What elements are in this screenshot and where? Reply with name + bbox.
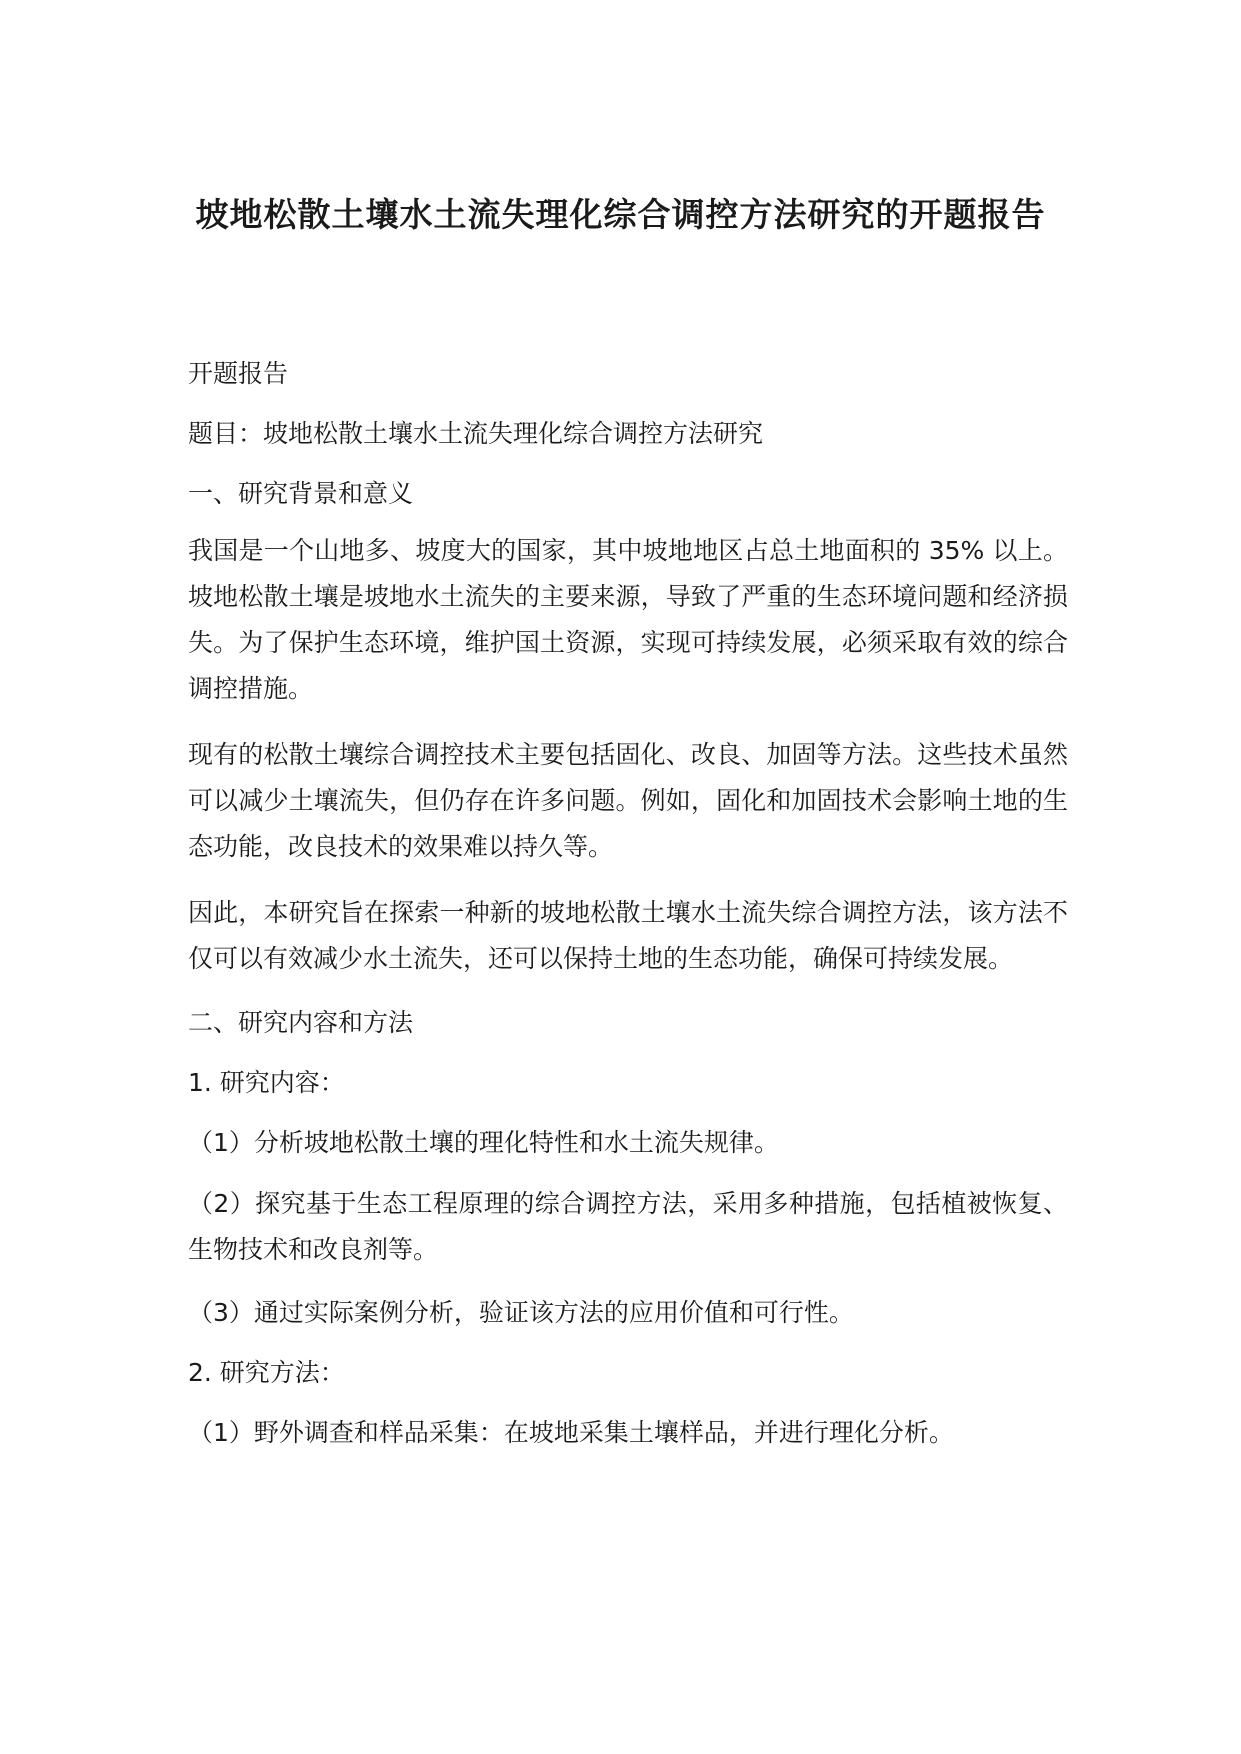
- document-body: [188, 359, 1068, 1450]
- content-item-3: （3）通过实际案例分析，验证该方法的应用价值和可行性。: [188, 1298, 854, 1327]
- content-item-1: （1）分析坡地松散土壤的理化特性和水土流失规律。: [188, 1128, 779, 1157]
- content-item-2: （2）探究基于生态工程原理的综合调控方法，采用多种措施，包括植被恢复、生物技术和改良剂等。: [188, 1189, 1068, 1264]
- method-item-1: （1）野外调查和样品采集：在坡地采集土壤样品，并进行理化分析。: [188, 1418, 954, 1447]
- paragraph-background-2: 现有的松散土壤综合调控技术主要包括固化、改良、加固等方法。这些技术虽然可以减少土壤流失，但仍存在许多问题。例如，固化和加固技术会影响土地的生态功能，改良技术的效果难以持久等。: [188, 740, 1068, 861]
- section-label: 开题报告: [188, 359, 289, 388]
- paragraph-background-1: 我国是一个山地多、坡度大的国家，其中坡地地区占总土地面积的 35% 以上。坡地松散土壤是坡地水土流失的主要来源，导致了严重的生态环境问题和经济损失。为了保护生态环境，维护国土资源，实现可持续发展，必须采取有效的综合调控措施。: [188, 536, 1068, 703]
- subheading-content: 1. 研究内容：: [188, 1068, 345, 1097]
- subheading-methods: 2. 研究方法：: [188, 1358, 345, 1387]
- document-title: 坡地松散土壤水土流失理化综合调控方法研究的开题报告: [195, 195, 1046, 234]
- heading-background: 一、研究背景和意义: [188, 479, 414, 508]
- paragraph-background-3: 因此，本研究旨在探索一种新的坡地松散土壤水土流失综合调控方法，该方法不仅可以有效减少水土流失，还可以保持土地的生态功能，确保可持续发展。: [188, 898, 1068, 973]
- report-topic: 题目：坡地松散土壤水土流失理化综合调控方法研究: [188, 419, 764, 448]
- heading-content-methods: 二、研究内容和方法: [188, 1008, 414, 1037]
